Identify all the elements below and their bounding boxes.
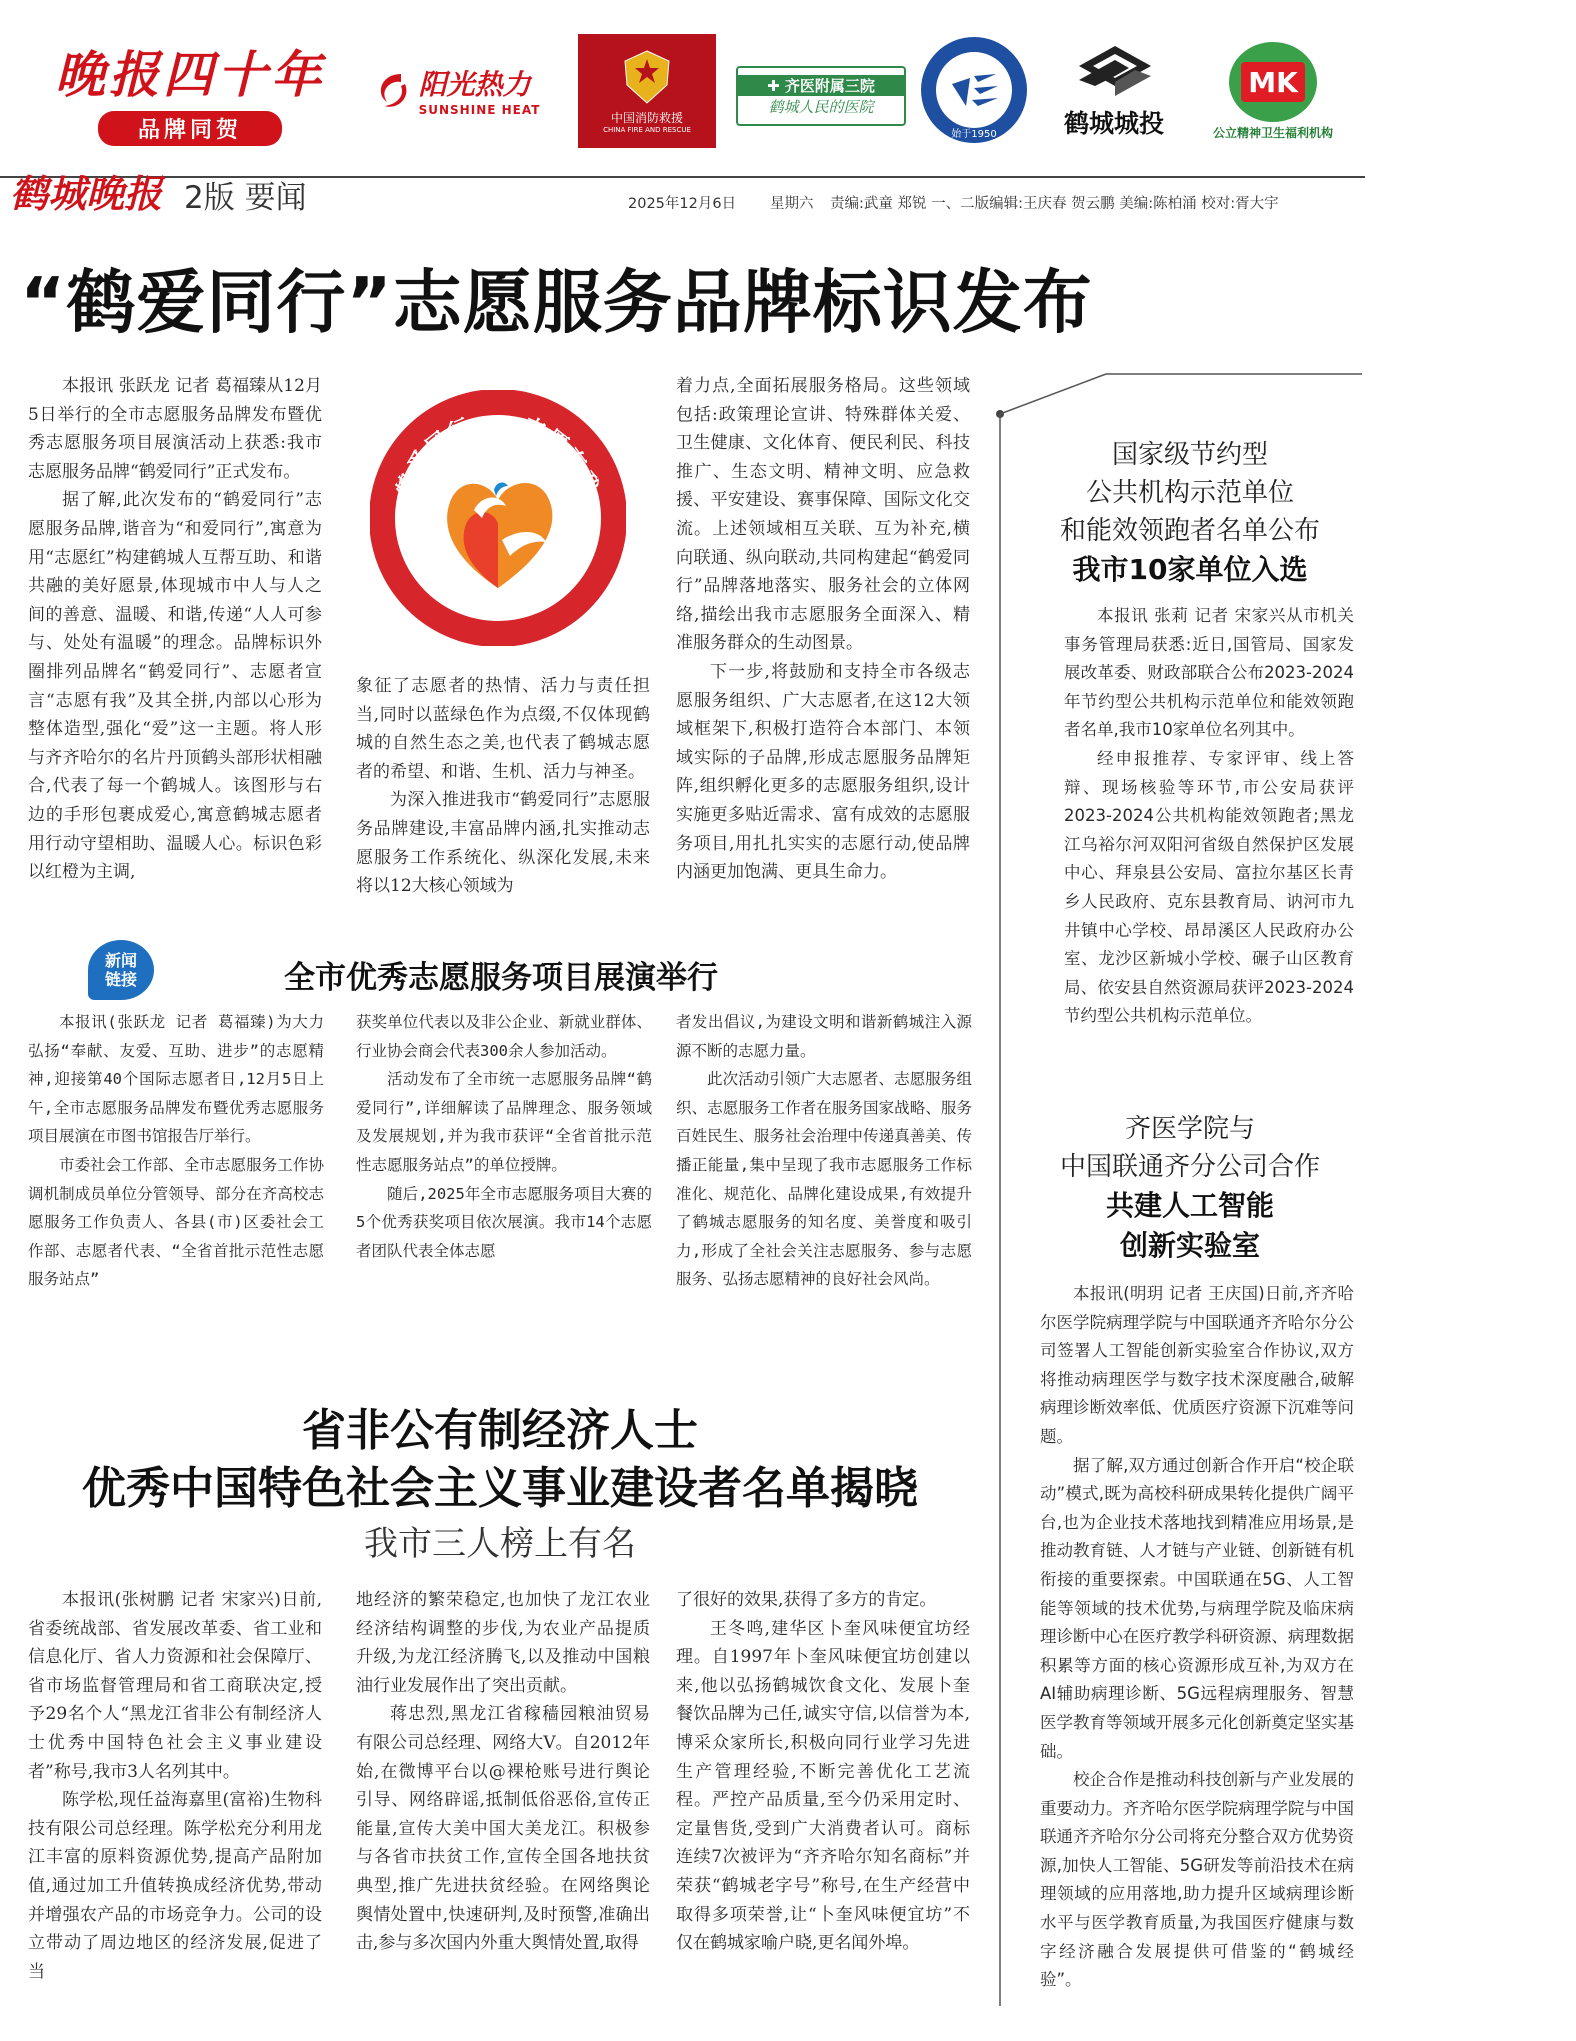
emblem-name: 鹤爱同行 <box>391 412 476 499</box>
right1-body <box>1064 602 1354 1031</box>
right2-body-p3: 校企合作是推动科技创新与产业发展的重要动力。齐齐哈尔医学院病理学院与中国联通齐齐哈尔分公司将充分整合双方优势资源,加快人工智能、5G研发等前沿技术在病理领域的应用落地,助力提升区域病理诊断水平与医学教育质量,为我国医疗健康与数字经济融合发展提供可借鉴的“鹤城经验”。 <box>1040 1770 1354 1990</box>
mk-emblem-icon <box>1227 40 1319 124</box>
newslink-col3-p2: 此次活动引领广大志愿者、志愿服务组织、志愿服务工作者在服务国家战略、服务百姓民生、服务社会治理中传递真善美、传播正能量,集中呈现了我市志愿服务工作标准化、规范化、品牌化建设成果,有效提升了鹤城志愿服务的知名度、美誉度和吸引力,形成了全社会关注志愿服务、参与志愿服务、弘扬志愿精神的良好社会风尚。 <box>676 1070 972 1289</box>
newslink-badge-label: 新闻链接 <box>104 951 137 989</box>
lead-col3 <box>676 372 970 887</box>
newslink-badge <box>88 940 154 1000</box>
right2-body-p2: 据了解,双方通过创新合作开启“校企联动”模式,既为高校科研成果转化提供广阔平台,也为企业技术落地找到精准应用场景,是推动教育链、人才链与产业链、创新链有机衔接的重要探索。中国联通在5G、人工智能等领域的技术优势,与病理学院及临床病理诊断中心在医疗教学科研资源、病理数据积累等方面的核心资源形成互补,为双方在AI辅助病理诊断、5G远程病理服务、智慧医学教育等领域开展多元化创新奠定坚实基础。 <box>1040 1455 1354 1761</box>
story3-col1-p1: 本报讯(张树鹏 记者 宋家兴)日前,省委统战部、省发展改革委、省工业和信息化厅、省人力资源和社会保障厅、省市场监督管理局和省工商联决定,授予29名个人“黑龙江省非公有制经济人士优秀中国特色社会主义事业建设者”称号,我市3人名列其中。 <box>28 1590 322 1782</box>
newslink-col3 <box>676 1008 972 1294</box>
right2-body-p1: 本报讯(明玥 记者 王庆国)日前,齐齐哈尔医学院病理学院与中国联通齐齐哈尔分公司签署人工智能创新实验室合作协议,双方将推动病理医学与数字技术深度融合,破解病理诊断效率低、优质医疗资源下沉难等问题。 <box>1040 1284 1354 1446</box>
newslink-col2-p2: 活动发布了全市统一志愿服务品牌“鹤爱同行”,详细解读了品牌理念、服务领域及发展规划,并为我市获评“全省首批示范性志愿服务站点”的单位授牌。 <box>356 1070 652 1174</box>
emblem-pinyin-left: HE AI TONG XING <box>418 535 498 606</box>
logo-sunshine <box>348 30 563 150</box>
newslink-col3-p1: 者发出倡议,为建设文明和谐新鹤城注入源源不断的志愿力量。 <box>676 1013 972 1060</box>
school-seal-icon <box>918 34 1030 146</box>
logo-school <box>914 30 1034 150</box>
fire-rescue-emblem-icon <box>621 49 673 105</box>
lead-col3-p1: 着力点,全面拓展服务格局。这些领域包括:政策理论宣讲、特殊群体关爱、卫生健康、文化体育、便民利民、科技推广、生态文明、精神文明、应急救援、平安建设、赛事保障、国际文化交流。上述领域相互关联、互为补充,横向联通、纵向联动,共同构建起“鹤爱同行”品牌落地落实、服务社会的立体网络,描绘出我市志愿服务全面深入、精准服务群众的生动图景。 <box>676 376 970 654</box>
story3-col1-p2: 陈学松,现任益海嘉里(富裕)生物科技有限公司总经理。陈学松充分利用龙江丰富的原料资源优势,提高产品附加值,通过加工升值转换成经济优势,带动并增强农产品的市场竞争力。公司的设立带动了周边地区的经济发展,促进了当 <box>28 1790 322 1982</box>
story3-col2-p1: 地经济的繁荣稳定,也加快了龙江农业经济结构调整的步伐,为农业产品提质升级,为龙江经济腾飞,以及推动中国粮油行业发展作出了突出贡献。 <box>356 1590 650 1696</box>
mk-mark: MK <box>1248 65 1298 99</box>
logo-mk <box>1200 30 1346 150</box>
chengtou-name: 鹤城城投 <box>1063 109 1164 138</box>
newslink-headline: 全市优秀志愿服务项目展演举行 <box>284 960 718 996</box>
emblem-pinyin-right: HI YUAN YOU W <box>504 538 577 605</box>
hospital-top-label: 齐医附属三院 <box>784 77 875 95</box>
story3-subhead: 我市三人榜上有名 <box>364 1524 636 1564</box>
sunshine-cn: 阳光热力 <box>418 68 531 101</box>
right1-line3: 和能效领跑者名单公布 <box>1059 516 1320 546</box>
right2-body <box>1040 1280 1354 1995</box>
story3-col1 <box>28 1586 322 1986</box>
hospital-bottom: 鹤城人民的医院 <box>768 98 874 116</box>
masthead-date: 2025年12月6日 <box>628 196 737 212</box>
masthead-editors: 责编:武童 郑锐 一、二版编辑:王庆春 贺云鹏 美编:陈柏涌 校对:胥大宇 <box>830 196 1279 212</box>
lead-col1 <box>28 372 322 887</box>
right2-line2: 中国联通齐分公司合作 <box>1059 1152 1320 1182</box>
lead-col2 <box>356 672 650 901</box>
logo-hospital <box>736 66 906 126</box>
right2-line4: 创新实验室 <box>1119 1229 1260 1262</box>
story3-col3 <box>676 1586 970 1958</box>
lead-col2-p1: 象征了志愿者的热情、活力与责任担当,同时以蓝绿色作为点缀,不仅体现鹤城的自然生态之美,也代表了鹤城志愿者的希望、和谐、生机、活力与神圣。 <box>356 676 650 782</box>
chengtou-emblem-icon <box>1069 40 1159 102</box>
story3-col2 <box>356 1586 650 1958</box>
lead-headline: “鹤爱同行”志愿服务品牌标识发布 <box>20 263 1093 343</box>
lead-col2-p2: 为深入推进我市“鹤爱同行”志愿服务品牌建设,丰富品牌内涵,扎实推动志愿服务工作系统化、纵深化发展,未来将以12大核心领域为 <box>356 790 650 897</box>
sunshine-swirl-icon <box>371 68 415 112</box>
fire-cn: 中国消防救援 <box>610 110 683 125</box>
hospital-top <box>738 75 904 96</box>
volunteer-emblem <box>370 390 626 646</box>
wanbao-title: 晚报四十年 <box>55 44 325 104</box>
right1-body-p2: 经申报推荐、专家评审、线上答辩、现场核验等环节,市公安局获评2023-2024公共机构能效领跑者;黑龙江乌裕尔河双阳河省级自然保护区发展中心、拜泉县公安局、富拉尔基区长青乡人民政府、克东县教育局、讷河市九井镇中心学校、昂昂溪区人民政府办公室、龙沙区新城小学校、碾子山区教育局、依安县自然资源局获评2023-2024节约型公共机构示范单位。 <box>1064 748 1354 1026</box>
lead-col1-p1: 本报讯 张跃龙 记者 葛福臻从12月5日举行的全市志愿服务品牌发布暨优秀志愿服务项目展演活动上获悉:我市志愿服务品牌“鹤爱同行”正式发布。 <box>28 376 322 482</box>
lead-col3-p2: 下一步,将鼓励和支持全市各级志愿服务组织、广大志愿者,在这12大领域框架下,积极打造符合本部门、本领域实际的子品牌,形成志愿服务品牌矩阵,组织孵化更多的志愿服务组织,设计实施更多贴近需求、富有成效的志愿服务项目,用扎扎实实的志愿行动,使品牌内涵更加饱满、更具生命力。 <box>676 661 970 883</box>
right1-line1: 国家级节约型 <box>1111 440 1268 470</box>
story3-col3-p2: 王冬鸣,建华区卜奎风味便宜坊经理。自1997年卜奎风味便宜坊创建以来,他以弘扬鹤城饮食文化、发展卜奎餐饮品牌为己任,诚实守信,以信誉为本,博采众家所长,积极向同行业学习先进生产管理经验,不断完善优化工艺流程。严控产品质量,至今仍采用定时、定量售货,受到广大消费者认可。商标连续7次被评为“齐齐哈尔知名商标”并荣获“鹤城老字号”称号,在生产经营中取得多项荣誉,让“卜奎风味便宜坊”不仅在鹤城家喻户晓,更名闻外埠。 <box>676 1618 970 1954</box>
newslink-col1-p1: 本报讯(张跃龙 记者 葛福臻)为大力弘扬“奉献、友爱、互助、进步”的志愿精神,迎接第40个国际志愿者日,12月5日上午,全市志愿服务品牌发布暨优秀志愿服务项目展演在市图书馆报告厅举行。 <box>28 1013 324 1146</box>
right2-line3: 共建人工智能 <box>1105 1189 1274 1222</box>
school-year: 始于1950 <box>951 129 997 140</box>
mk-caption: 公立精神卫生福利机构 <box>1212 125 1333 140</box>
newslink-col2 <box>356 1008 652 1265</box>
newslink-col2-p1: 获奖单位代表以及非公企业、新就业群体、行业协会商会代表300余人参加活动。 <box>356 1013 652 1060</box>
newslink-col1 <box>28 1008 324 1294</box>
fire-en: CHINA FIRE AND RESCUE <box>603 125 691 134</box>
right2-line1: 齐医学院与 <box>1124 1114 1255 1144</box>
hospital-cross-icon: ✚ <box>767 77 785 95</box>
logo-fire-rescue <box>578 34 716 148</box>
logo-wanbao <box>40 30 340 150</box>
masthead-paper: 鹤城晚报 <box>10 171 163 216</box>
wanbao-sub: 品牌同贺 <box>98 111 282 146</box>
newslink-col2-p3: 随后,2025年全市志愿服务项目大赛的5个优秀获奖项目依次展演。我市14个志愿者团队代表全体志愿 <box>356 1184 652 1260</box>
masthead-section: 2版 要闻 <box>184 180 307 216</box>
lead-col1-p2: 据了解,此次发布的“鹤爱同行”志愿服务品牌,谐音为“和爱同行”,寓意为用“志愿红”构建鹤城人互帮互助、和谐共融的美好愿景,体现城市中人与人之间的善意、温暖、和谐,传递“人人可参与、处处有温暖”的理念。品牌标识外圈排列品牌名“鹤爱同行”、志愿者宣言“志愿有我”及其全拼,内部以心形为整体造型,强化“爱”这一主题。将人形与齐齐哈尔的名片丹顶鹤头部形状相融合,代表了每一个鹤城人。该图形与右边的手形包裹成爱心,寓意鹤城志愿者用行动守望相助、温暖人心。标识色彩以红橙为主调, <box>28 490 322 883</box>
story3-col3-p1: 了很好的效果,获得了多方的肯定。 <box>676 1590 937 1610</box>
right1-line4: 我市10家单位入选 <box>1072 553 1308 586</box>
story3-headline-line1: 省非公有制经济人士 <box>302 1405 698 1456</box>
story3-headline-line2: 优秀中国特色社会主义事业建设者名单揭晓 <box>82 1463 918 1514</box>
newslink-col1-p2: 市委社会工作部、全市志愿服务工作协调机制成员单位分管领导、部分在齐高校志愿服务工作负责人、各县(市)区委社会工作部、志愿者代表、“全省首批示范性志愿服务站点” <box>28 1155 324 1289</box>
story3-col2-p2: 蒋忠烈,黑龙江省稼穑园粮油贸易有限公司总经理、网络大V。自2012年始,在微博平台以@裸枪账号进行舆论引导、网络辟谣,抵制低俗恶俗,宣传正能量,宣传大美中国大美龙江。积极参与各省市扶贫工作,宣传全国各地扶贫典型,推广先进扶贫经验。在网络舆论舆情处置中,快速研判,及时预警,准确出击,参与多次国内外重大舆情处置,取得 <box>356 1704 650 1954</box>
masthead-weekday: 星期六 <box>770 196 814 212</box>
right1-body-p1: 本报讯 张莉 记者 宋家兴从市机关事务管理局获悉:近日,国管局、国家发展改革委、财政部联合公布2023-2024年节约型公共机构示范单位和能效领跑者名单,我市10家单位名列其中。 <box>1064 606 1354 740</box>
emblem-motto: 志愿有我 <box>520 412 605 499</box>
right1-line2: 公共机构示范单位 <box>1085 478 1294 508</box>
logo-chengtou <box>1048 30 1180 150</box>
sunshine-en: SUNSHINE HEAT <box>418 103 541 117</box>
